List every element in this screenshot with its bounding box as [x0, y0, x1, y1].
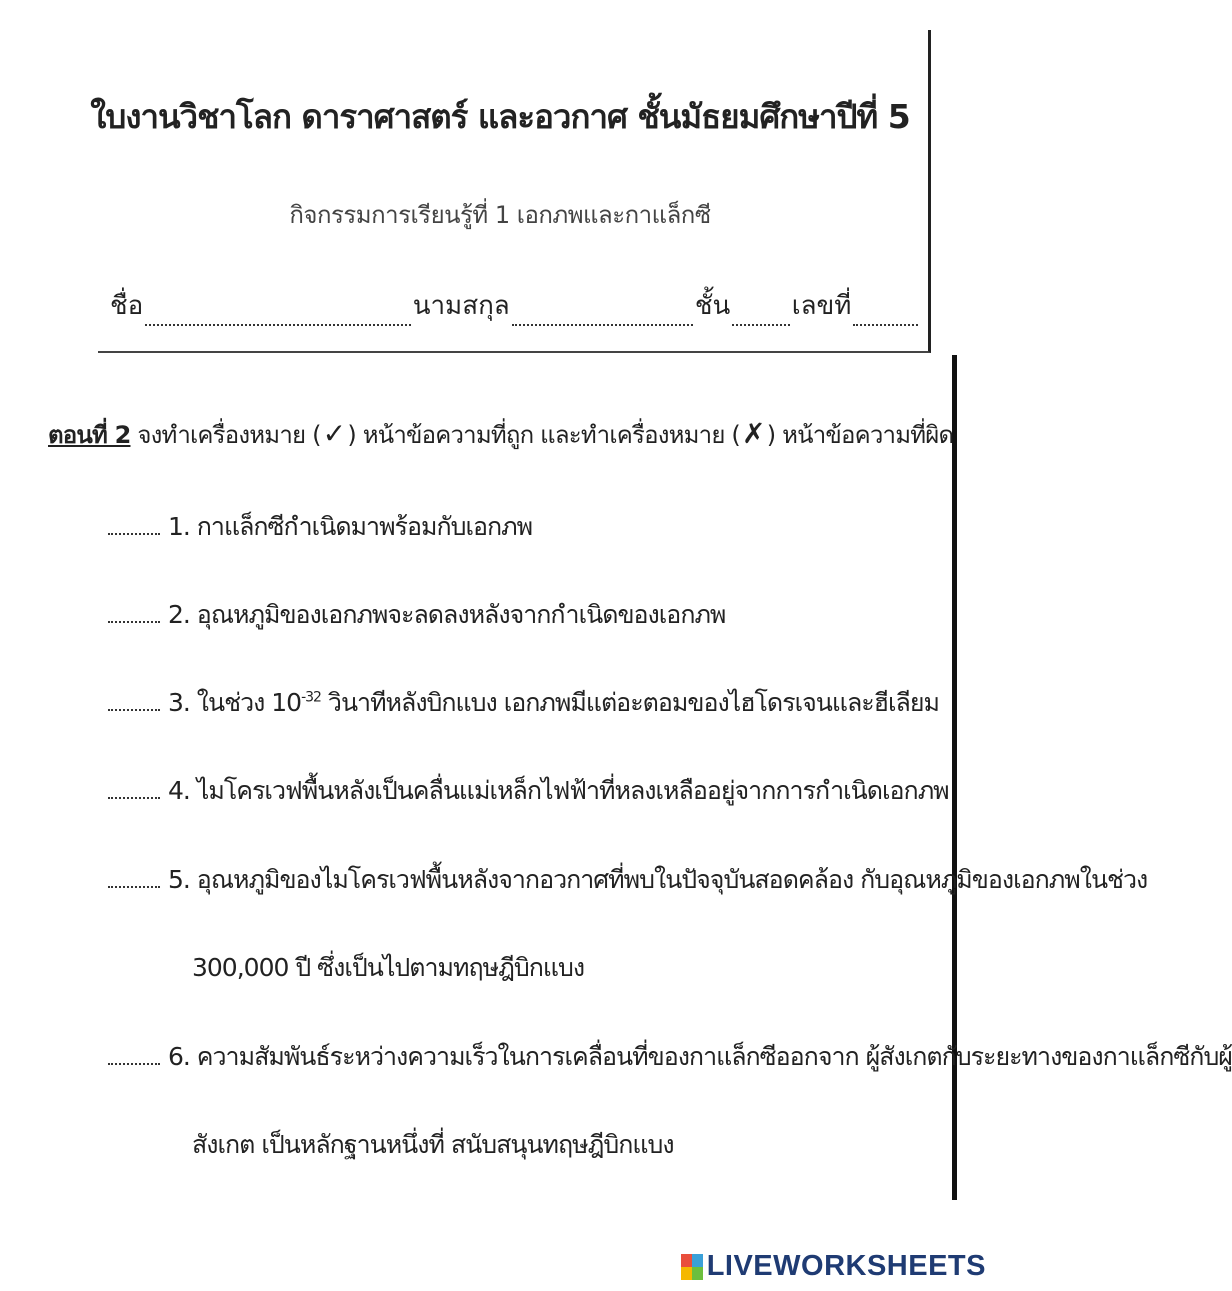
- logo-text: LIVEWORKSHEETS: [706, 1250, 986, 1282]
- question-item-6: [108, 1037, 1232, 1077]
- question-item-3: [108, 683, 939, 723]
- name-label: ชื่อ: [110, 291, 144, 321]
- part-instruction: [48, 415, 953, 454]
- liveworksheets-logo: [681, 1250, 986, 1283]
- answer-blank-2[interactable]: [108, 621, 160, 623]
- class-field[interactable]: [732, 302, 789, 326]
- question-item-4: [108, 771, 949, 811]
- question-6-continuation: สังเกต เป็นหลักฐานหนึ่งที่ สนับสนุนทฤษฎีบิกแบง: [192, 1130, 674, 1159]
- question-text: 2. อุณหภูมิของเอกภพจะลดลงหลังจากกำเนิดของเอกภพ: [168, 600, 726, 629]
- exponent: -32: [301, 689, 321, 706]
- class-label: ชั้น: [694, 291, 731, 321]
- question-text: 5. อุณหภูมิของไมโครเวฟพื้นหลังจากอวกาศที่พบในปัจจุบันสอดคล้อง กับอุณหภูมิของเอกภพในช่วง: [168, 865, 1148, 894]
- liveworksheets-logo-icon: [681, 1254, 703, 1280]
- answer-blank-3[interactable]: [108, 709, 160, 711]
- instruction-text-middle: ) หน้าข้อความที่ถูก และทำเครื่องหมาย (: [347, 421, 741, 449]
- question-text: 4. ไมโครเวฟพื้นหลังเป็นคลื่นแม่เหล็กไฟฟ้าที่หลงเหลืออยู่จากการกำเนิดเอกภพ: [168, 776, 949, 805]
- question-text: 1. กาแล็กซีกำเนิดมาพร้อมกับเอกภพ: [168, 512, 533, 541]
- question-item-2: [108, 595, 725, 635]
- instruction-text-after: ) หน้าข้อความที่ผิด: [766, 421, 954, 449]
- part-label: ตอนที่ 2: [48, 421, 131, 449]
- question-item-5: [108, 860, 1147, 900]
- answer-blank-1[interactable]: [108, 533, 160, 535]
- question-text: 6. ความสัมพันธ์ระหว่างความเร็วในการเคลื่อนที่ของกาแล็กซีออกจาก ผู้สังเกตกับระยะทางของกาแล็กซีกับผู้: [168, 1042, 1232, 1071]
- answer-blank-5[interactable]: [108, 886, 160, 888]
- student-info-line: [110, 285, 920, 326]
- activity-subtitle: กิจกรรมการเรียนรู้ที่ 1 เอกภพและกาแล็กซี: [289, 201, 711, 229]
- number-field[interactable]: [853, 302, 918, 326]
- answer-blank-6[interactable]: [108, 1063, 160, 1065]
- cross-mark-icon: ✗: [742, 417, 765, 450]
- worksheet-title: ใบงานวิชาโลก ดาราศาสตร์ และอวกาศ ชั้นมัธยมศึกษาปีที่ 5: [90, 97, 910, 136]
- question-text-post: วินาทีหลังบิกแบง เอกภพมีแต่อะตอมของไฮโดรเจนและฮีเลียม: [320, 688, 939, 717]
- surname-field[interactable]: [512, 302, 693, 326]
- check-mark-icon: ✓: [322, 417, 346, 450]
- question-text-pre: 3. ในช่วง 10: [168, 688, 302, 717]
- question-item-1: [108, 507, 532, 547]
- answer-blank-4[interactable]: [108, 797, 160, 799]
- number-label: เลขที่: [791, 291, 852, 321]
- question-5-continuation: 300,000 ปี ซึ่งเป็นไปตามทฤษฎีบิกแบง: [192, 953, 585, 982]
- name-field[interactable]: [145, 302, 410, 326]
- surname-label: นามสกุล: [412, 291, 510, 321]
- instruction-text-before: จงทำเครื่องหมาย (: [130, 421, 321, 449]
